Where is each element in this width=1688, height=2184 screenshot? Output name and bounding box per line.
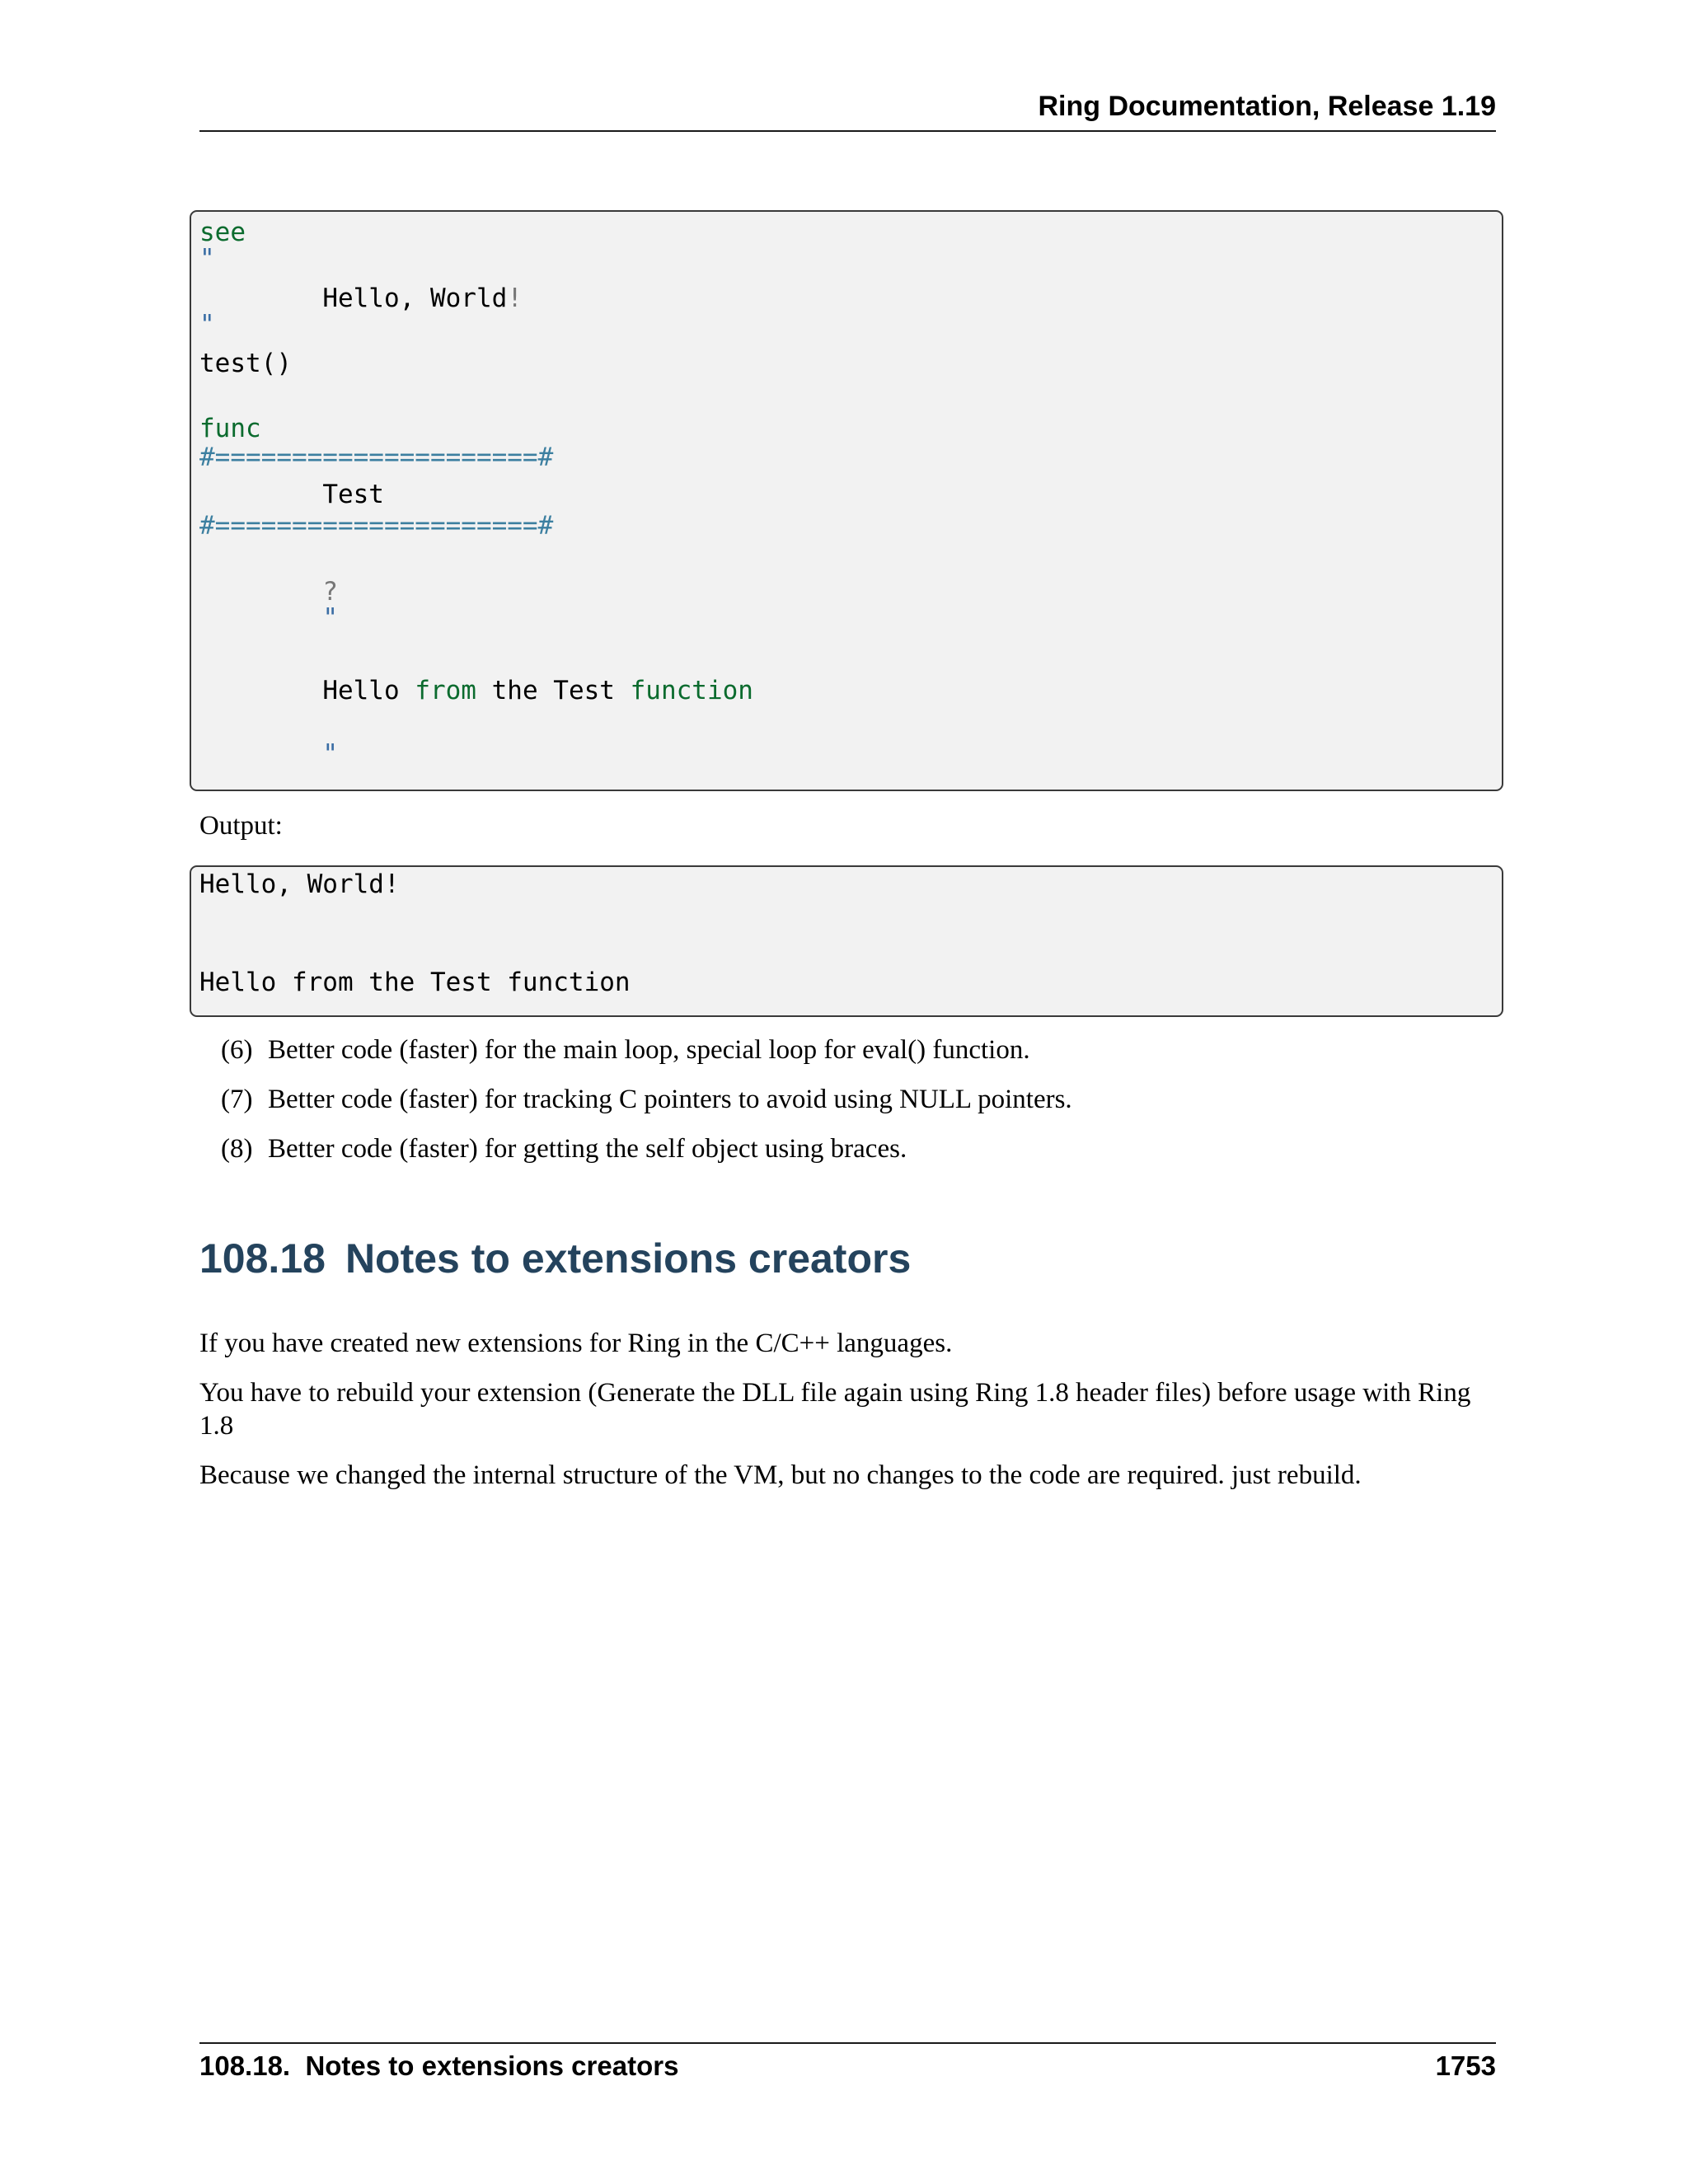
section-title: Notes to extensions creators bbox=[345, 1235, 912, 1282]
code-line-hello bbox=[199, 282, 523, 315]
code-keyword-see: see bbox=[199, 218, 246, 247]
code-text-hello: Hello bbox=[322, 676, 400, 705]
section-heading bbox=[199, 1232, 1498, 1285]
code-keyword-function: function bbox=[630, 676, 753, 705]
code-comment-rule: #=====================# bbox=[199, 443, 554, 472]
list-item bbox=[221, 1033, 1498, 1066]
footer-rule bbox=[199, 2042, 1496, 2044]
list-item-number: (7) bbox=[221, 1085, 253, 1114]
code-string-quote: " bbox=[199, 244, 215, 274]
running-header-title: Ring Documentation, Release 1.19 bbox=[1038, 91, 1496, 122]
code-string-quote: " bbox=[322, 603, 338, 633]
list-item bbox=[221, 1132, 1498, 1165]
code-line-open-quote bbox=[199, 242, 215, 275]
code-punct-bang: ! bbox=[507, 284, 523, 313]
page-number: 1753 bbox=[1435, 2050, 1496, 2081]
code-line-inner-open-quote bbox=[199, 602, 338, 635]
code-call-test: test() bbox=[199, 349, 292, 378]
code-string-quote: " bbox=[322, 739, 338, 769]
list-item-text: Better code (faster) for the main loop, special loop for eval() function. bbox=[268, 1035, 1030, 1065]
list-item-number: (6) bbox=[221, 1035, 253, 1065]
code-line-func bbox=[199, 412, 261, 445]
section-paragraph: If you have created new extensions for Ring in the C/C++ languages. bbox=[199, 1329, 953, 1358]
code-comment-rule: #=====================# bbox=[199, 511, 554, 541]
code-keyword-func: func bbox=[199, 414, 261, 443]
code-line-comment-top bbox=[199, 441, 553, 474]
output-label: Output: bbox=[199, 811, 283, 841]
section-paragraph: Because we changed the internal structure of the VM, but no changes to the code are required. just rebuild. bbox=[199, 1460, 1362, 1490]
code-line-inner-hello bbox=[199, 674, 753, 707]
output-line-1: Hello, World! bbox=[199, 869, 400, 899]
code-keyword-from: from bbox=[415, 676, 476, 705]
list-item bbox=[221, 1083, 1498, 1116]
list-item-number: (8) bbox=[221, 1134, 253, 1164]
code-text-the-test: the Test bbox=[491, 676, 615, 705]
code-text-hello-world: Hello, World bbox=[322, 284, 508, 313]
code-line-close-quote bbox=[199, 308, 215, 341]
header-rule bbox=[199, 130, 1496, 132]
code-line-call bbox=[199, 347, 292, 380]
code-line-inner-close-quote bbox=[199, 738, 338, 771]
output-line-2: Hello from the Test function bbox=[199, 968, 631, 997]
code-punct-question: ? bbox=[322, 577, 338, 607]
section-number: 108.18 bbox=[199, 1235, 326, 1282]
code-line-comment-text bbox=[199, 478, 384, 511]
footer-section-label: 108.18. Notes to extensions creators bbox=[199, 2050, 679, 2081]
code-comment-test: Test bbox=[322, 480, 384, 509]
code-string-quote: " bbox=[199, 310, 215, 340]
section-paragraph: You have to rebuild your extension (Generate the DLL file again using Ring 1.8 header files) before usage with Ring 1.8 bbox=[199, 1378, 1471, 1441]
code-line-comment-bottom bbox=[199, 509, 553, 542]
list-item-text: Better code (faster) for tracking C pointers to avoid using NULL pointers. bbox=[268, 1085, 1072, 1114]
list-item-text: Better code (faster) for getting the self object using braces. bbox=[268, 1134, 907, 1164]
